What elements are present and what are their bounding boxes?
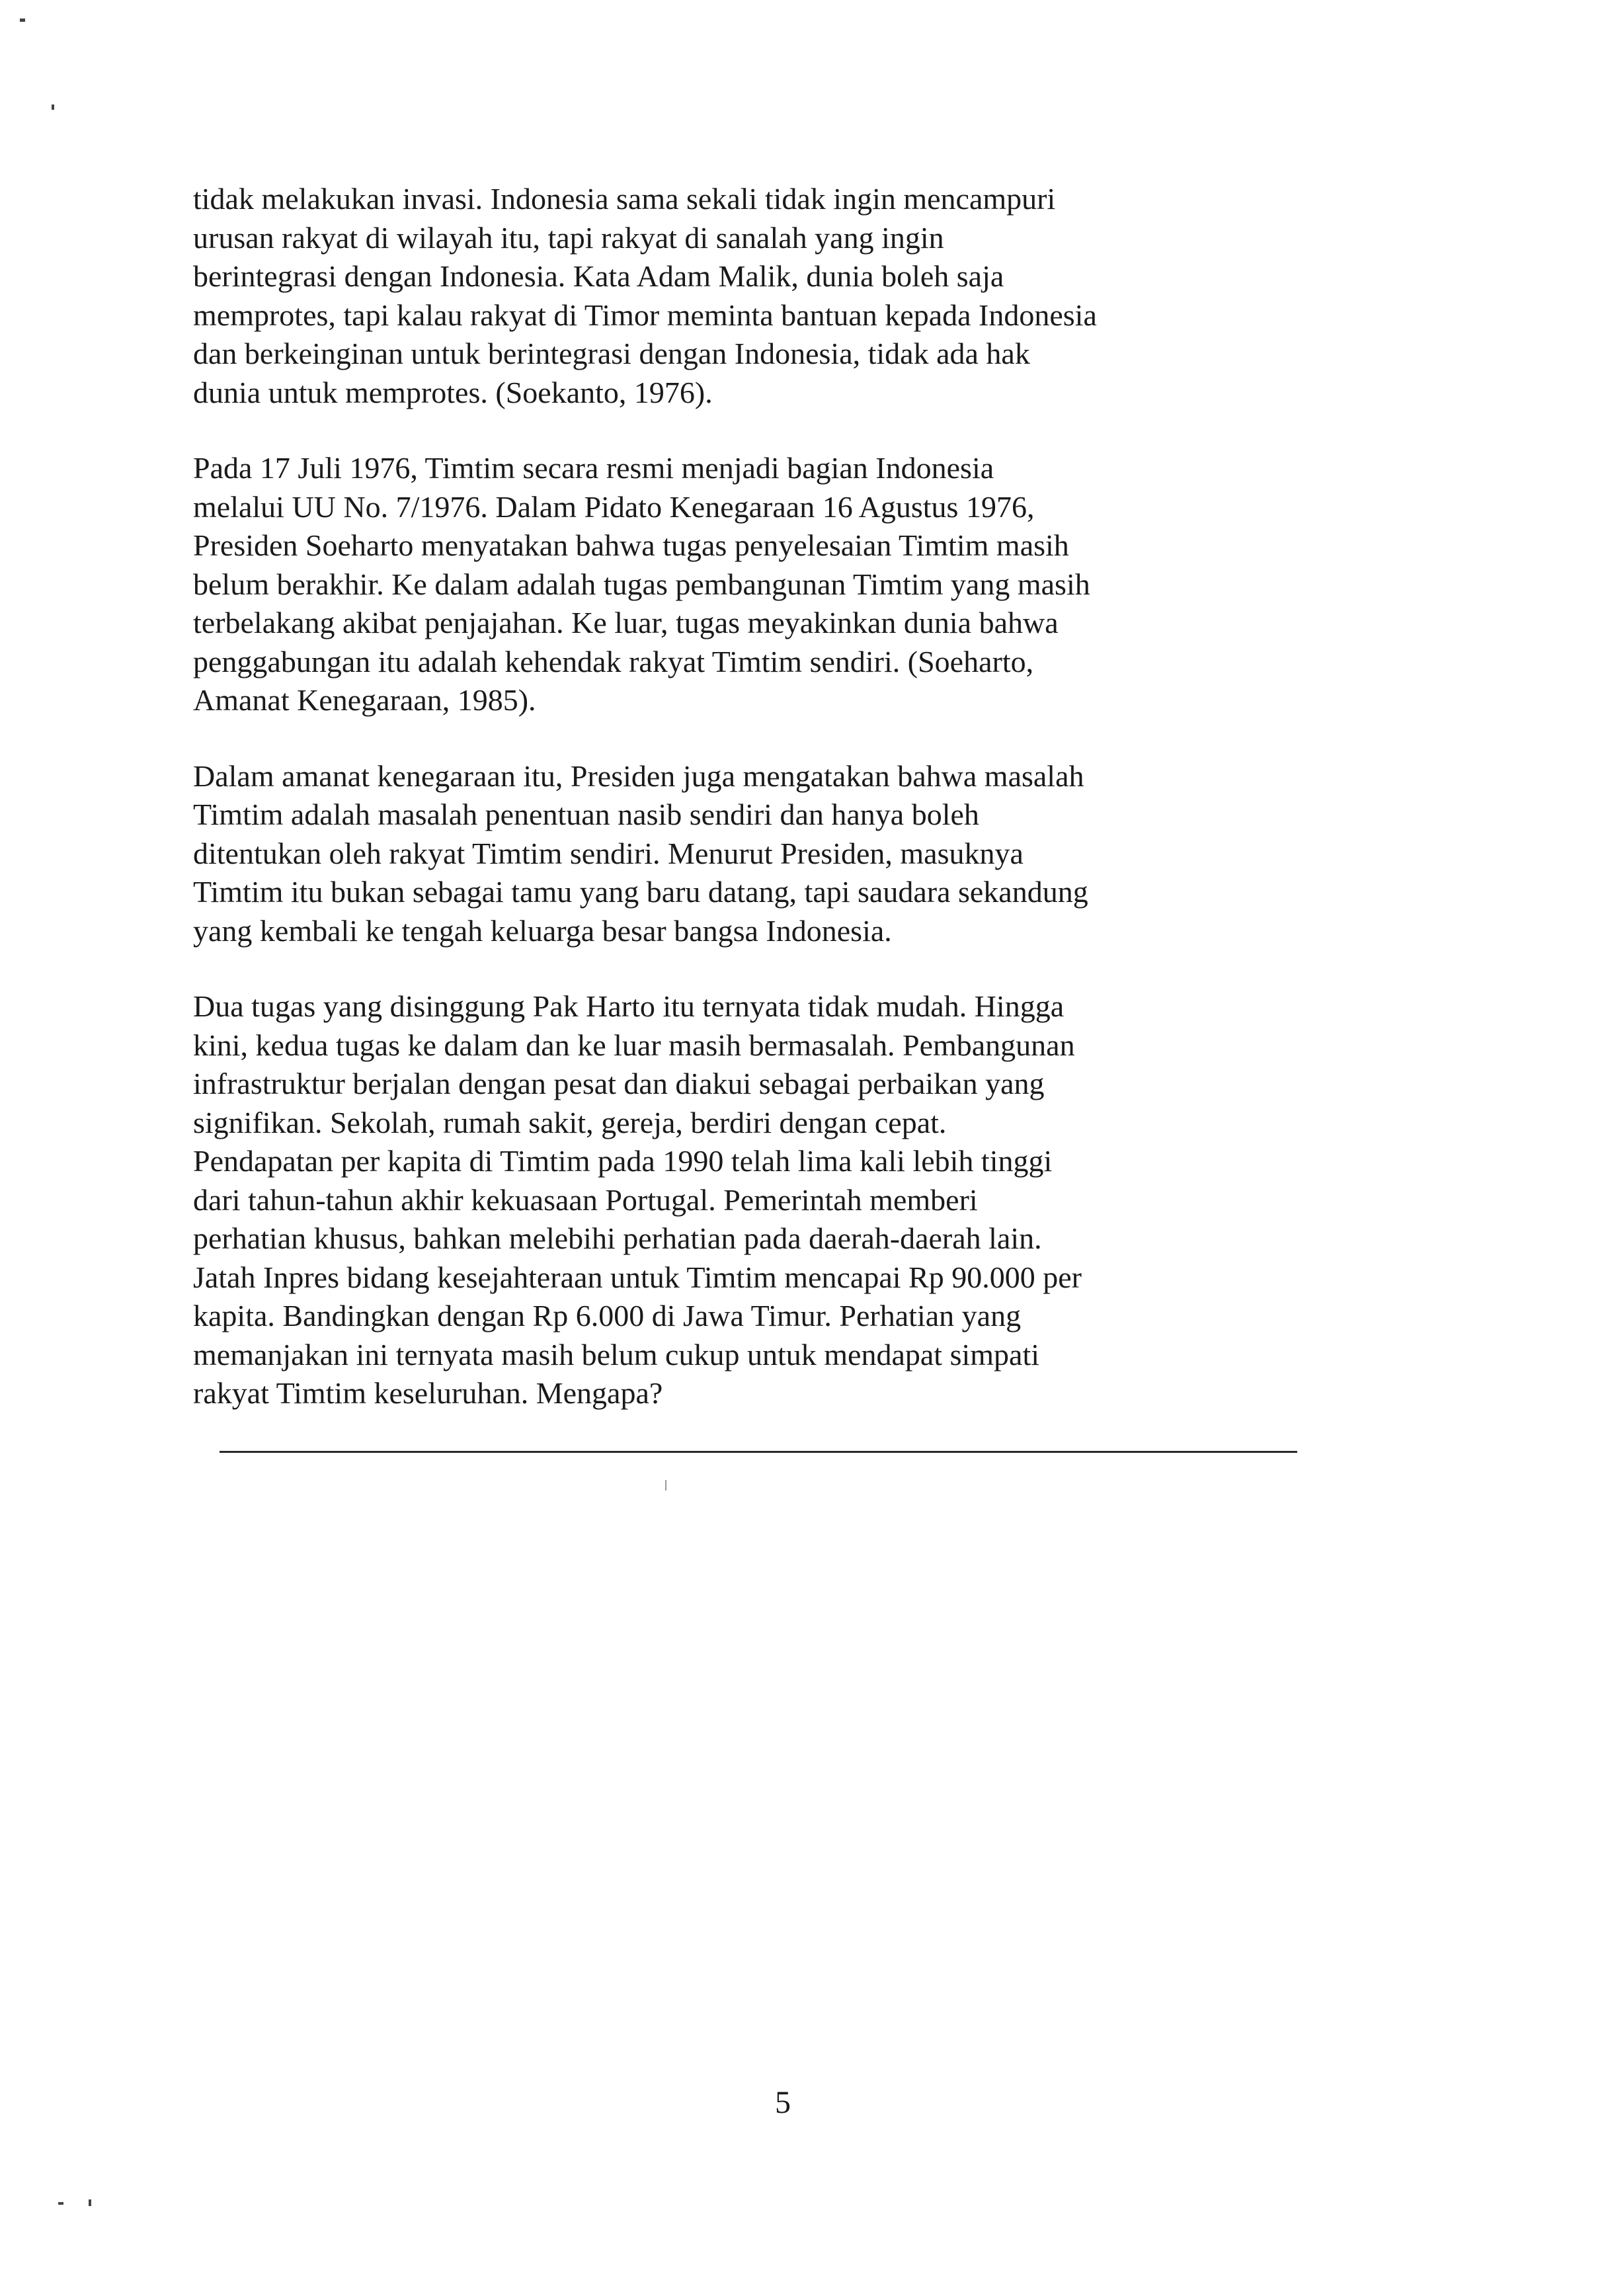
text-line: dari tahun-tahun akhir kekuasaan Portugal. Pemerintah memberi (193, 1182, 978, 1217)
scan-speck (20, 19, 25, 22)
scan-speck (89, 2199, 91, 2206)
scan-speck (52, 104, 54, 110)
text-line: Timtim adalah masalah penentuan nasib sendiri dan hanya boleh (193, 798, 979, 831)
text-line: ditentukan oleh rakyat Timtim sendiri. Menurut Presiden, masuknya (193, 836, 1024, 870)
text-line: yang kembali ke tengah keluarga besar bangsa Indonesia. (193, 913, 892, 948)
text-line: Amanat Kenegaraan, 1985). (193, 683, 536, 717)
text-line: urusan rakyat di wilayah itu, tapi rakyat di sanalah yang ingin (193, 220, 944, 255)
page-number: 5 (775, 2085, 791, 2120)
paragraph-4 (193, 987, 1225, 1413)
text-line: Pendapatan per kapita di Timtim pada 1990 telah lima kali lebih tinggi (193, 1144, 1053, 1178)
text-line: Pada 17 Juli 1976, Timtim secara resmi menjadi bagian Indonesia (193, 451, 994, 485)
text-line: kini, kedua tugas ke dalam dan ke luar masih bermasalah. Pembangunan (193, 1028, 1075, 1062)
text-line: tidak melakukan invasi. Indonesia sama sekali tidak ingin mencampuri (193, 182, 1056, 216)
text-line: belum berakhir. Ke dalam adalah tugas pembangunan Timtim yang masih (193, 567, 1090, 601)
text-line: melalui UU No. 7/1976. Dalam Pidato Kenegaraan 16 Agustus 1976, (193, 489, 1035, 524)
paragraph-2 (193, 449, 1225, 720)
text-line: perhatian khusus, bahkan melebihi perhatian pada daerah-daerah lain. (193, 1221, 1042, 1255)
paragraph-1 (193, 180, 1225, 412)
text-line: Dua tugas yang disinggung Pak Harto itu ternyata tidak mudah. Hingga (193, 989, 1065, 1023)
scan-speck (58, 2202, 63, 2205)
text-line: infrastruktur berjalan dengan pesat dan diakui sebagai perbaikan yang (193, 1067, 1045, 1100)
scan-speck (665, 1480, 666, 1491)
body-text (193, 180, 1225, 1413)
text-line: kapita. Bandingkan dengan Rp 6.000 di Jawa Timur. Perhatian yang (193, 1299, 1022, 1332)
horizontal-rule (220, 1451, 1297, 1453)
text-line: penggabungan itu adalah kehendak rakyat Timtim sendiri. (Soeharto, (193, 644, 1034, 678)
paragraph-3 (193, 757, 1225, 951)
text-line: dunia untuk memprotes. (Soekanto, 1976). (193, 375, 713, 409)
text-line: Dalam amanat kenegaraan itu, Presiden juga mengatakan bahwa masalah (193, 758, 1084, 793)
text-line: memanjakan ini ternyata masih belum cukup untuk mendapat simpati (193, 1337, 1040, 1372)
text-line: terbelakang akibat penjajahan. Ke luar, tugas meyakinkan dunia bahwa (193, 606, 1059, 639)
text-line: rakyat Timtim keseluruhan. Mengapa? (193, 1376, 663, 1410)
text-line: berintegrasi dengan Indonesia. Kata Adam Malik, dunia boleh saja (193, 259, 1004, 293)
text-line: dan berkeinginan untuk berintegrasi dengan Indonesia, tidak ada hak (193, 337, 1030, 370)
text-line: Jatah Inpres bidang kesejahteraan untuk Timtim mencapai Rp 90.000 per (193, 1260, 1082, 1294)
text-line: signifikan. Sekolah, rumah sakit, gereja, berdiri dengan cepat. (193, 1105, 947, 1139)
text-line: Timtim itu bukan sebagai tamu yang baru datang, tapi saudara sekandung (193, 875, 1088, 909)
text-line: memprotes, tapi kalau rakyat di Timor meminta bantuan kepada Indonesia (193, 298, 1097, 332)
text-line: Presiden Soeharto menyatakan bahwa tugas penyelesaian Timtim masih (193, 528, 1069, 562)
